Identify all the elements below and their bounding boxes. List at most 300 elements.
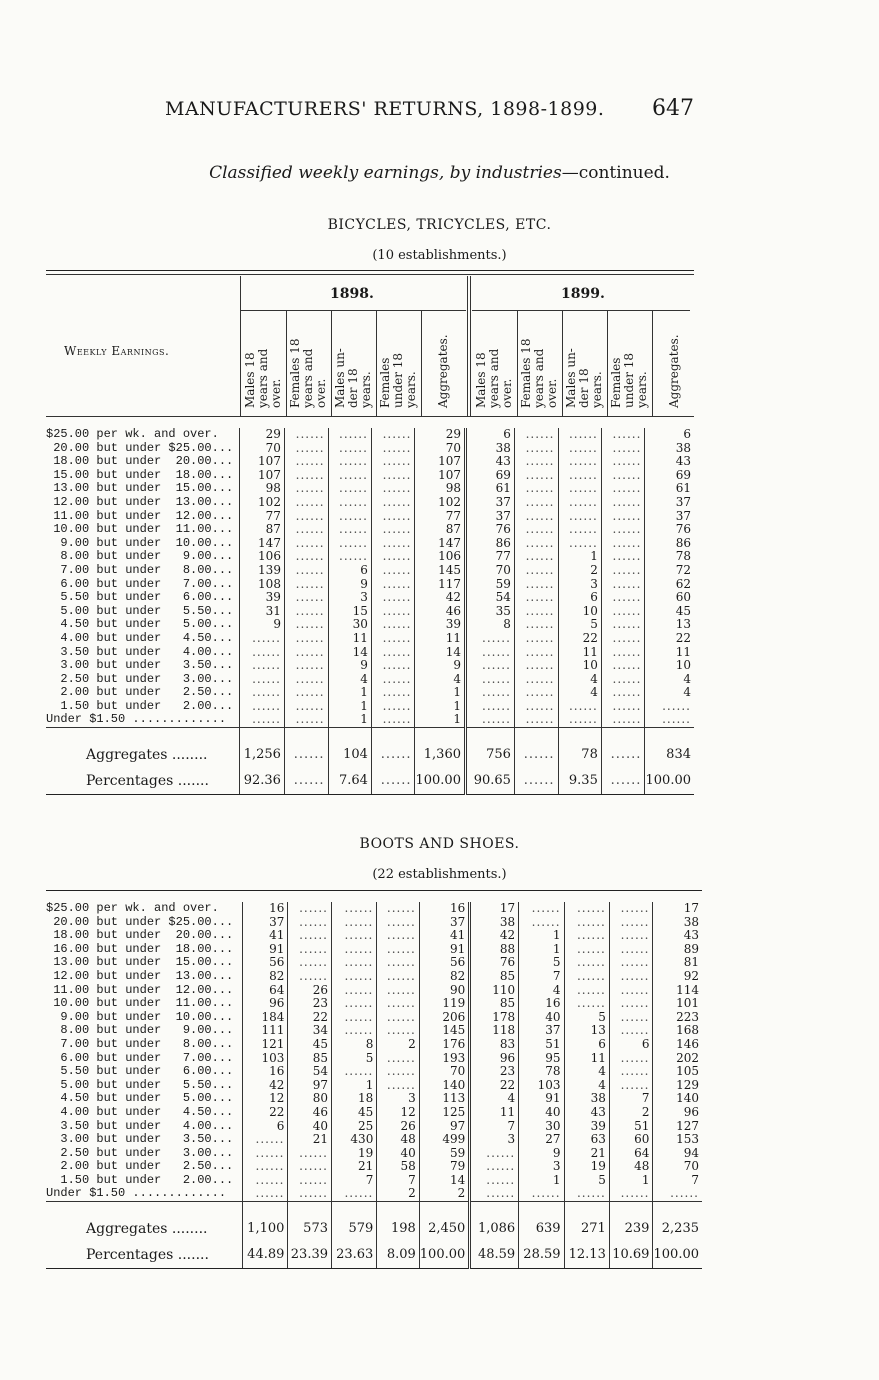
cell-value: 1 xyxy=(328,713,371,727)
cell-value: ...... xyxy=(371,578,415,592)
cell-value: 37 xyxy=(465,510,514,524)
cell-value: ...... xyxy=(284,591,328,605)
cell-value: 61 xyxy=(645,482,694,496)
table-row xyxy=(46,605,694,619)
cell-value: ...... xyxy=(514,496,558,510)
subtitle-italic: Classified weekly earnings, by industries xyxy=(209,163,562,183)
cell-value: ...... xyxy=(601,632,645,646)
col-aggregates-1898: Aggregates. xyxy=(436,334,450,408)
row-label: $25.00 per wk. and over. xyxy=(46,901,219,915)
cell-value: 89 xyxy=(653,943,702,957)
table-row xyxy=(46,984,702,998)
cell-value: ...... xyxy=(328,537,371,551)
table-row xyxy=(46,550,694,564)
vline xyxy=(562,310,563,416)
cell-value: 579 xyxy=(332,1216,377,1242)
cell-value: 15 xyxy=(328,605,371,619)
cell-value: 153 xyxy=(653,1133,702,1147)
cell-value: 96 xyxy=(243,997,288,1011)
row-label: 20.00 but under $25.00... xyxy=(46,440,234,455)
col-females-under-18-1898: Females under 18 years. xyxy=(378,352,418,408)
table-row xyxy=(46,713,694,727)
cell-value: ...... xyxy=(284,442,328,456)
cell-value: ...... xyxy=(371,768,415,795)
vline xyxy=(607,310,608,416)
table-row xyxy=(46,1011,702,1025)
cell-value: ...... xyxy=(284,578,328,592)
cell-value: 78 xyxy=(519,1065,564,1079)
cell-value: 42 xyxy=(243,1079,288,1093)
cell-value: 9 xyxy=(519,1147,564,1161)
cell-value: ...... xyxy=(514,578,558,592)
cell-value: ...... xyxy=(519,902,564,916)
cell-value: 102 xyxy=(415,496,466,510)
cell-value: 77 xyxy=(415,510,466,524)
col-females-18-over-1898: Females 18 years and over. xyxy=(288,338,328,408)
cell-value: ...... xyxy=(284,742,328,768)
cell-value: ...... xyxy=(239,713,284,727)
table-row xyxy=(46,1092,702,1106)
cell-value: ...... xyxy=(564,916,609,930)
cell-value: 107 xyxy=(415,469,466,483)
row-label: $25.00 per wk. and over. xyxy=(46,427,219,441)
row-label: 5.00 but under 5.50... xyxy=(46,603,234,618)
cell-value: ...... xyxy=(601,742,645,768)
cell-value: ...... xyxy=(514,523,558,537)
table-row xyxy=(46,496,694,510)
table-row xyxy=(46,1065,702,1079)
cell-value: ...... xyxy=(558,482,601,496)
cell-value: ...... xyxy=(332,902,377,916)
cell-value: 1 xyxy=(519,1174,564,1188)
cell-value: ...... xyxy=(371,742,415,768)
cell-value: ...... xyxy=(328,428,371,442)
cell-value: ...... xyxy=(328,455,371,469)
cell-value: 78 xyxy=(645,550,694,564)
cell-value: 22 xyxy=(470,1079,519,1093)
vline xyxy=(286,310,287,416)
cell-value: ...... xyxy=(284,537,328,551)
cell-value: ...... xyxy=(284,496,328,510)
cell-value: 12.13 xyxy=(564,1242,609,1269)
cell-value: ...... xyxy=(332,984,377,998)
table-row xyxy=(46,618,694,632)
page-number: 647 xyxy=(652,96,694,121)
cell-value: 72 xyxy=(645,564,694,578)
table-row xyxy=(46,997,702,1011)
cell-value: ...... xyxy=(470,1187,519,1201)
cell-value: ...... xyxy=(601,482,645,496)
cell-value: 46 xyxy=(415,605,466,619)
spacer-cell xyxy=(288,1202,332,1217)
cell-value: 63 xyxy=(564,1133,609,1147)
cell-value: ...... xyxy=(284,713,328,727)
cell-value: 17 xyxy=(470,902,519,916)
cell-value: ...... xyxy=(601,700,645,714)
cell-value: 103 xyxy=(519,1079,564,1093)
cell-value: ...... xyxy=(601,523,645,537)
row-label: 6.00 but under 7.00... xyxy=(46,576,234,591)
cell-value: ...... xyxy=(239,632,284,646)
cell-value: 147 xyxy=(415,537,466,551)
table-row xyxy=(46,578,694,592)
cell-value: 4 xyxy=(558,686,601,700)
cell-value: ...... xyxy=(371,523,415,537)
cell-value: 40 xyxy=(377,1147,419,1161)
cell-value: 5 xyxy=(564,1011,609,1025)
cell-value: ...... xyxy=(645,713,694,727)
cell-value: 7.64 xyxy=(328,768,371,795)
row-label: 3.50 but under 4.00... xyxy=(46,1118,234,1133)
cell-value: 21 xyxy=(564,1147,609,1161)
cell-value: 83 xyxy=(470,1038,519,1052)
row-label: 4.50 but under 5.00... xyxy=(46,617,234,632)
cell-value: 48 xyxy=(377,1133,419,1147)
cell-value: ...... xyxy=(609,1079,653,1093)
cell-value: 59 xyxy=(465,578,514,592)
cell-value: 59 xyxy=(419,1147,470,1161)
cell-value: 239 xyxy=(609,1216,653,1242)
cell-value: ...... xyxy=(465,659,514,673)
cell-value: 22 xyxy=(288,1011,332,1025)
cell-value: 206 xyxy=(419,1011,470,1025)
aggregates-row xyxy=(46,742,694,768)
cell-value: ...... xyxy=(288,916,332,930)
table-row xyxy=(46,929,702,943)
cell-value: 639 xyxy=(519,1216,564,1242)
cell-value: ...... xyxy=(371,618,415,632)
cell-value: ...... xyxy=(288,970,332,984)
spacer-cell xyxy=(519,1202,564,1217)
year-1898-header: 1898. xyxy=(330,286,374,302)
table-row xyxy=(46,1160,702,1174)
cell-value: 168 xyxy=(653,1024,702,1038)
cell-value: ...... xyxy=(514,510,558,524)
cell-value: ...... xyxy=(558,428,601,442)
cell-value: 23 xyxy=(470,1065,519,1079)
cell-value: 48.59 xyxy=(470,1242,519,1269)
cell-value: 4 xyxy=(519,984,564,998)
cell-value: 14 xyxy=(415,646,466,660)
cell-value: ...... xyxy=(465,700,514,714)
cell-value: ...... xyxy=(558,523,601,537)
cell-value: ...... xyxy=(601,686,645,700)
section2-table xyxy=(46,902,702,1269)
table-row xyxy=(46,455,694,469)
cell-value: 4 xyxy=(645,686,694,700)
cell-value: 43 xyxy=(465,455,514,469)
cell-value: 22 xyxy=(645,632,694,646)
cell-value: 87 xyxy=(415,523,466,537)
cell-value: 145 xyxy=(419,1024,470,1038)
cell-value: ...... xyxy=(465,713,514,727)
cell-value: 11 xyxy=(415,632,466,646)
spacer-row xyxy=(46,1202,702,1217)
cell-value: ...... xyxy=(470,1160,519,1174)
spacer-cell xyxy=(46,728,239,743)
cell-value: 430 xyxy=(332,1133,377,1147)
cell-value: ...... xyxy=(284,618,328,632)
cell-value: 2,235 xyxy=(653,1216,702,1242)
table-row xyxy=(46,700,694,714)
cell-value: ...... xyxy=(564,943,609,957)
cell-value: 17 xyxy=(653,902,702,916)
table-row xyxy=(46,632,694,646)
cell-value: 140 xyxy=(419,1079,470,1093)
cell-value: ...... xyxy=(371,673,415,687)
col-males-under-18-1898: Males un- der 18 years. xyxy=(333,348,373,408)
cell-value: 9 xyxy=(239,618,284,632)
cell-value: ...... xyxy=(377,970,419,984)
cell-value: 8 xyxy=(332,1038,377,1052)
cell-value: 94 xyxy=(653,1147,702,1161)
cell-value: 5 xyxy=(564,1174,609,1188)
cell-value: 104 xyxy=(328,742,371,768)
cell-value: ...... xyxy=(377,1065,419,1079)
cell-value: 16 xyxy=(519,997,564,1011)
cell-value: ...... xyxy=(609,929,653,943)
cell-value: ...... xyxy=(601,469,645,483)
row-label: 7.00 but under 8.00... xyxy=(46,1036,234,1051)
cell-value: 121 xyxy=(243,1038,288,1052)
cell-value: ...... xyxy=(558,496,601,510)
cell-value: ...... xyxy=(371,591,415,605)
row-label: 2.50 but under 3.00... xyxy=(46,1145,234,1160)
cell-value: 119 xyxy=(419,997,470,1011)
section1-title: BICYCLES, TRICYCLES, ETC. xyxy=(327,217,552,233)
cell-value: ...... xyxy=(239,700,284,714)
cell-value: 70 xyxy=(465,564,514,578)
table-row xyxy=(46,1187,702,1201)
section1-table xyxy=(46,428,694,795)
cell-value: 61 xyxy=(465,482,514,496)
cell-value: 100.00 xyxy=(645,768,694,795)
cell-value: ...... xyxy=(601,768,645,795)
cell-value: ...... xyxy=(239,646,284,660)
cell-value: 2 xyxy=(377,1187,419,1201)
cell-value: ...... xyxy=(470,1147,519,1161)
table-row xyxy=(46,916,702,930)
spacer-cell xyxy=(332,1202,377,1217)
row-label: 1.50 but under 2.00... xyxy=(46,1172,234,1187)
cell-value: ...... xyxy=(514,428,558,442)
row-label: 10.00 but under 11.00... xyxy=(46,522,234,537)
cell-value: 78 xyxy=(558,742,601,768)
cell-value: 16 xyxy=(243,902,288,916)
row-label: 13.00 but under 15.00... xyxy=(46,955,234,970)
cell-value: 27 xyxy=(519,1133,564,1147)
spacer-cell xyxy=(239,728,284,743)
row-label: 8.00 but under 9.00... xyxy=(46,549,234,564)
cell-value: 21 xyxy=(288,1133,332,1147)
cell-value: 92.36 xyxy=(239,768,284,795)
table-row xyxy=(46,659,694,673)
cell-value: 88 xyxy=(470,943,519,957)
cell-value: 6 xyxy=(564,1038,609,1052)
cell-value: ...... xyxy=(332,997,377,1011)
cell-value: ...... xyxy=(514,742,558,768)
top-rule-2 xyxy=(46,274,694,275)
cell-value: 3 xyxy=(558,578,601,592)
table-row xyxy=(46,686,694,700)
table-row xyxy=(46,646,694,660)
cell-value: 108 xyxy=(239,578,284,592)
cell-value: ...... xyxy=(371,646,415,660)
cell-value: 9 xyxy=(328,578,371,592)
cell-value: 38 xyxy=(564,1092,609,1106)
cell-value: ...... xyxy=(514,605,558,619)
cell-value: 2 xyxy=(419,1187,470,1201)
cell-value: ...... xyxy=(609,956,653,970)
table-row xyxy=(46,1106,702,1120)
row-label: 3.00 but under 3.50... xyxy=(46,658,234,673)
cell-value: ...... xyxy=(332,929,377,943)
row-label: 6.00 but under 7.00... xyxy=(46,1050,234,1065)
cell-value: 22 xyxy=(243,1106,288,1120)
cell-value: ...... xyxy=(284,605,328,619)
row-label: 8.00 but under 9.00... xyxy=(46,1023,234,1038)
section2-establishments: (22 establishments.) xyxy=(372,867,507,882)
cell-value: 45 xyxy=(645,605,694,619)
cell-value: ...... xyxy=(601,578,645,592)
cell-value: ...... xyxy=(284,482,328,496)
cell-value: 9.35 xyxy=(558,768,601,795)
cell-value: 38 xyxy=(653,916,702,930)
cell-value: 9 xyxy=(415,659,466,673)
cell-value: ...... xyxy=(377,902,419,916)
col-females-18-over-1899: Females 18 years and over. xyxy=(519,338,559,408)
table-row xyxy=(46,510,694,524)
cell-value: 147 xyxy=(239,537,284,551)
spacer-cell xyxy=(415,728,466,743)
cell-value: ...... xyxy=(645,700,694,714)
col-females-under-18-1899: Females under 18 years. xyxy=(609,352,649,408)
cell-value: ...... xyxy=(609,902,653,916)
row-label: 2.00 but under 2.50... xyxy=(46,685,234,700)
vline xyxy=(421,310,422,416)
cell-value: ...... xyxy=(564,929,609,943)
cell-value: 8 xyxy=(465,618,514,632)
cell-value: 43 xyxy=(653,929,702,943)
cell-value: 38 xyxy=(645,442,694,456)
percentages-row xyxy=(46,1242,702,1269)
section1-establishments: (10 establishments.) xyxy=(372,248,507,263)
cell-value: ...... xyxy=(558,700,601,714)
cell-value: 3 xyxy=(470,1133,519,1147)
table-row xyxy=(46,1147,702,1161)
cell-value: ...... xyxy=(332,943,377,957)
cell-value: ...... xyxy=(328,482,371,496)
header-bottom-rule xyxy=(46,416,694,417)
cell-value: ...... xyxy=(558,713,601,727)
table-row xyxy=(46,1052,702,1066)
cell-value: ...... xyxy=(239,673,284,687)
row-label: 10.00 but under 11.00... xyxy=(46,996,234,1011)
cell-value: 56 xyxy=(243,956,288,970)
cell-value: 97 xyxy=(288,1079,332,1093)
cell-value: 100.00 xyxy=(653,1242,702,1269)
cell-value: 118 xyxy=(470,1024,519,1038)
cell-value: 184 xyxy=(243,1011,288,1025)
cell-value: ...... xyxy=(371,659,415,673)
row-label: 4.50 but under 5.00... xyxy=(46,1091,234,1106)
cell-value: ...... xyxy=(514,618,558,632)
cell-value: 5 xyxy=(332,1052,377,1066)
cell-value: 6 xyxy=(609,1038,653,1052)
cell-value: ...... xyxy=(514,659,558,673)
cell-value: ...... xyxy=(332,1011,377,1025)
cell-value: 76 xyxy=(470,956,519,970)
cell-value: 176 xyxy=(419,1038,470,1052)
cell-value: ...... xyxy=(514,537,558,551)
cell-value: ...... xyxy=(601,564,645,578)
spacer-cell xyxy=(514,728,558,743)
row-label: Percentages ....... xyxy=(46,1242,243,1269)
table-row xyxy=(46,564,694,578)
cell-value: ...... xyxy=(558,455,601,469)
cell-value: ...... xyxy=(558,469,601,483)
section2-title: BOOTS AND SHOES. xyxy=(359,836,520,852)
cell-value: ...... xyxy=(328,510,371,524)
cell-value: 7 xyxy=(653,1174,702,1188)
cell-value: 100.00 xyxy=(415,768,466,795)
spacer-cell xyxy=(46,1202,243,1217)
row-label: 2.50 but under 3.00... xyxy=(46,671,234,686)
cell-value: 22 xyxy=(558,632,601,646)
cell-value: 51 xyxy=(609,1120,653,1134)
cell-value: ...... xyxy=(284,632,328,646)
cell-value: ...... xyxy=(239,686,284,700)
col-males-18-over-1899: Males 18 years and over. xyxy=(474,348,514,408)
cell-value: ...... xyxy=(288,1147,332,1161)
cell-value: 2,450 xyxy=(419,1216,470,1242)
cell-value: 107 xyxy=(239,469,284,483)
cell-value: 573 xyxy=(288,1216,332,1242)
cell-value: 39 xyxy=(239,591,284,605)
table-row xyxy=(46,943,702,957)
row-label: 11.00 but under 12.00... xyxy=(46,982,234,997)
row-label: Under $1.50 ............. xyxy=(46,1186,227,1201)
cell-value: ...... xyxy=(519,916,564,930)
running-title: MANUFACTURERS' RETURNS, 1898-1899. xyxy=(165,98,605,120)
cell-value: 6 xyxy=(465,428,514,442)
table-row xyxy=(46,591,694,605)
cell-value: ...... xyxy=(284,523,328,537)
cell-value: 41 xyxy=(419,929,470,943)
spacer-cell xyxy=(609,1202,653,1217)
cell-value: ...... xyxy=(284,469,328,483)
cell-value: ...... xyxy=(377,929,419,943)
cell-value: 11 xyxy=(558,646,601,660)
cell-value: 77 xyxy=(465,550,514,564)
cell-value: 4 xyxy=(645,673,694,687)
cell-value: 1,100 xyxy=(243,1216,288,1242)
cell-value: ...... xyxy=(601,510,645,524)
spacer-cell xyxy=(243,1202,288,1217)
cell-value: 95 xyxy=(519,1052,564,1066)
cell-value: ...... xyxy=(332,1024,377,1038)
cell-value: 16 xyxy=(243,1065,288,1079)
row-label: 12.00 but under 13.00... xyxy=(46,968,234,983)
cell-value: ...... xyxy=(243,1147,288,1161)
cell-value: 54 xyxy=(465,591,514,605)
cell-value: ...... xyxy=(371,537,415,551)
cell-value: 2 xyxy=(609,1106,653,1120)
cell-value: ...... xyxy=(653,1187,702,1201)
cell-value: ...... xyxy=(371,510,415,524)
cell-value: ...... xyxy=(377,997,419,1011)
cell-value: ...... xyxy=(371,550,415,564)
